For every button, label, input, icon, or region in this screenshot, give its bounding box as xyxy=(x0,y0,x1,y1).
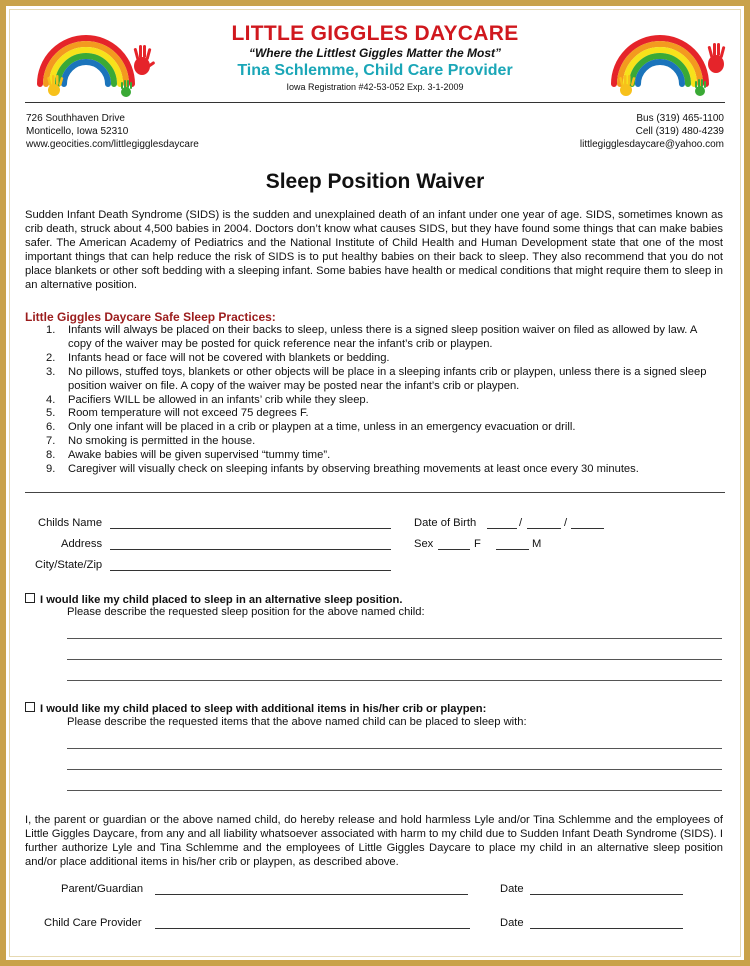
dob-month-field[interactable] xyxy=(487,528,517,529)
city-state-zip-field[interactable] xyxy=(110,570,391,571)
street-address: 726 Southhaven Drive xyxy=(26,113,125,124)
sex-m-field[interactable] xyxy=(496,549,529,550)
provider-label: Child Care Provider xyxy=(44,917,142,929)
practice-item xyxy=(25,449,723,463)
practice-number: 9. xyxy=(46,463,56,476)
intro-paragraph: Sudden Infant Death Syndrome (SIDS) is the sudden and unexplained death of an infant under one year of age. SIDS, sometimes known as crib death, struck about 4,500 babies in 2004. Doctors don’t know what causes SIDS, but they have found some things that can make babies safer. The American Academy of Pediatrics and the National Institute of Child Health and Human Development state that one of the most important things that can help reduce the risk of SIDS is to put healthy babies on their back to sleep. They also recommend that you do not place blankets or other soft bedding with a sleeping infant. Some babies have health or medical conditions that might require them to sleep in an alternative position. xyxy=(25,209,723,291)
provider-date-label: Date xyxy=(500,917,524,929)
release-paragraph: I, the parent or guardian or the above named child, do hereby release and hold harmless Lyle and/or Tina Schlemme and the employees of Little Giggles Daycare, from any and all liability whatsoever associated with harm to my child due to Sudden Infant Death Syndrome (SIDS). I further authorize Lyle and Tina Schlemme and the employees of Little Giggles Daycare to place my child in an alternative sleep position and/or place additional items in his/her crib or playpen, as described above. xyxy=(25,814,723,868)
website-link[interactable]: www.geocities.com/littlegigglesdaycare xyxy=(26,139,199,150)
business-name: LITTLE GIGGLES DAYCARE xyxy=(231,22,519,45)
items-heading: I would like my child placed to sleep with additional items in his/her crib or playpen: xyxy=(40,703,487,715)
document-title: Sleep Position Waiver xyxy=(265,170,485,193)
alt-position-checkbox[interactable] xyxy=(25,593,35,603)
practice-item xyxy=(25,421,723,435)
contact-left xyxy=(26,112,199,151)
parent-guardian-signature[interactable] xyxy=(155,894,468,895)
practice-number: 1. xyxy=(46,324,56,336)
address-label: Address xyxy=(61,538,103,550)
practice-item xyxy=(25,394,723,408)
practice-item xyxy=(25,324,723,352)
cell-phone: Cell (319) 480-4239 xyxy=(635,126,724,137)
practice-item xyxy=(25,352,723,366)
alt-position-heading: I would like my child placed to sleep in an alternative sleep position. xyxy=(40,594,403,606)
practice-number: 5. xyxy=(46,407,56,420)
items-checkbox[interactable] xyxy=(25,702,35,712)
form-divider xyxy=(25,492,725,493)
practice-text: Caregiver will visually check on sleeping infants by observing breathing movements at least once every 30 minutes. xyxy=(68,463,639,476)
items-line-3[interactable] xyxy=(67,790,722,791)
practice-item xyxy=(25,407,723,421)
dob-day-field[interactable] xyxy=(527,528,561,529)
items-prompt: Please describe the requested items that the above named child can be placed to sleep with: xyxy=(67,716,527,728)
alt-position-line-3[interactable] xyxy=(67,680,722,681)
practice-text: Room temperature will not exceed 75 degrees F. xyxy=(68,407,309,420)
header-rule xyxy=(25,102,725,103)
practice-text: No pillows, stuffed toys, blankets or other objects will be place in a sleeping infants crib or playpen, unless there is a signed sleep position waiver on file. A copy of the waiver may be posted near the infant’s crib or playpen. xyxy=(68,365,707,392)
practice-item xyxy=(25,463,723,477)
alt-position-prompt: Please describe the requested sleep position for the above named child: xyxy=(67,606,425,618)
contact-right xyxy=(580,112,724,151)
dob-separator-1: / xyxy=(519,517,523,529)
dob-year-field[interactable] xyxy=(571,528,604,529)
email-link[interactable]: littlegigglesdaycare@yahoo.com xyxy=(579,139,724,150)
sex-label: Sex xyxy=(414,538,434,550)
practices-list xyxy=(25,324,723,477)
practice-text: No smoking is permitted in the house. xyxy=(68,435,256,448)
practice-number: 2. xyxy=(46,351,56,364)
practice-text: Only one infant will be placed in a crib or playpen at a time, unless in an emergency evacuation or drill. xyxy=(68,421,576,434)
items-option[interactable] xyxy=(25,702,486,715)
tagline: “Where the Littlest Giggles Matter the Most” xyxy=(248,46,502,60)
provider-name: Tina Schlemme, Child Care Provider xyxy=(237,62,513,79)
alt-position-line-2[interactable] xyxy=(67,659,722,660)
parent-guardian-label: Parent/Guardian xyxy=(61,883,144,895)
practice-text: Infants head or face will not be covered with blankets or bedding. xyxy=(68,351,390,364)
practice-number: 4. xyxy=(46,393,56,406)
alt-position-line-1[interactable] xyxy=(67,638,722,639)
provider-date-field[interactable] xyxy=(530,928,683,929)
practice-number: 7. xyxy=(46,435,56,448)
items-line-1[interactable] xyxy=(67,748,722,749)
practice-text: Infants will always be placed on their backs to sleep, unless there is a signed sleep position waiver on filed as allowed by law. A copy of the waiver may be posted for quick reference near the infant’s crib or playpen. xyxy=(68,324,697,350)
practice-text: Awake babies will be given supervised “tummy time”. xyxy=(68,449,331,462)
practices-heading: Little Giggles Daycare Safe Sleep Practices: xyxy=(25,310,276,324)
sex-m-label: M xyxy=(532,538,542,550)
parent-date-label: Date xyxy=(500,883,524,895)
practice-text: Pacifiers WILL be allowed in an infants’ crib while they sleep. xyxy=(68,393,369,406)
sex-f-field[interactable] xyxy=(438,549,470,550)
parent-date-field[interactable] xyxy=(530,894,683,895)
child-name-label: Childs Name xyxy=(38,517,103,529)
items-line-2[interactable] xyxy=(67,769,722,770)
child-name-field[interactable] xyxy=(110,528,391,529)
practice-item xyxy=(25,366,723,394)
practice-number: 6. xyxy=(46,421,56,434)
practice-item xyxy=(25,435,723,449)
city-state-zip-label: City/State/Zip xyxy=(35,559,103,571)
sex-f-label: F xyxy=(474,538,481,550)
dob-label: Date of Birth xyxy=(414,517,477,529)
bus-phone: Bus (319) 465-1100 xyxy=(636,113,724,124)
registration: Iowa Registration #42-53-052 Exp. 3-1-2009 xyxy=(286,82,464,92)
practice-number: 8. xyxy=(46,449,56,462)
alt-position-option[interactable] xyxy=(25,593,402,606)
dob-separator-2: / xyxy=(564,517,568,529)
provider-signature[interactable] xyxy=(155,928,470,929)
practice-number: 3. xyxy=(46,365,56,378)
address-field[interactable] xyxy=(110,549,391,550)
city-address: Monticello, Iowa 52310 xyxy=(26,126,129,137)
